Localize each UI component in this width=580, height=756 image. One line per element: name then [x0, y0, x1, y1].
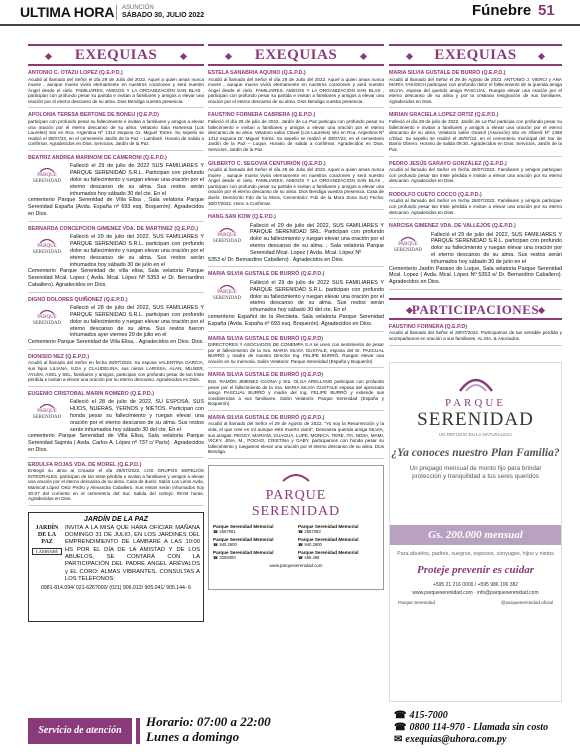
hours-line1: Horario: 07:00 a 22:00 — [146, 714, 271, 729]
logo-line2: SERENIDAD — [32, 250, 62, 256]
notice-divider — [389, 289, 562, 290]
notice-body: Acudió al llamado del Señor el día 29 de Julio del 2022. Aquel a quien amas nunca muere , aunque muera vivirá eternamente en nuestros corazones y será nuestro Ángel desde el cielo. FAMILIARES, AMIGOS Y LA ORGANIZACIÓN SAN BLAS , participan con profundo pesar su partida e invitan a familiares y amigos a elevar una oración por el eterno descanso de su alma. Dios Bendiga vuestra presencia. Casa de duelo: Demócrito Fdo de la Mora, Cementerio: Fdo de la Mora Zona Sur) Fecha: 30/07/2022. Hora: a Confirmar. — [208, 167, 384, 206]
notice-title: MARIA SILVIA GUSTALE DE BURRÓ (Q.E.P.D.) — [208, 414, 325, 421]
header-date: SÁBADO 30, JULIO 2022 — [122, 12, 205, 19]
notice-body: ING. RAMÓN JIMENEZ GAONA y Sra. OLGA ARELLANO participan con profundo pesar por el fallecimiento de la Sra. MARIA SILVIA GUSTALE esposa del apreciado amigo PASCUAL BURRÓ y madre del Ing. FELIPE BURRÓ y extiende sus condolencias a sus familiares. Salón Velatorio: Parque Serenidad (España y Boquerón) — [208, 378, 384, 407]
notice-title: ERDULFA ROJAS VDA. DE MOREL (Q.E.P.D.) — [28, 461, 142, 468]
parque-serenidad-logo — [390, 375, 561, 437]
notice-title: BERNARDA CONCEPCION GIMENEZ VDA. DE MARTINEZ (Q.E.P.D.) — [28, 225, 199, 232]
logo-line2: SERENIDAD — [212, 238, 242, 244]
notice-divider — [28, 349, 204, 350]
logo-line1: PARQUE — [217, 289, 237, 295]
parque-serenidad-logo — [389, 232, 427, 253]
notice-title: ANTONIO C. OTAZU LOPEZ (Q.E.P.D.) — [28, 70, 123, 76]
notice-body: Acudió al llamado del Señor el día 29 de Julio del 2022. Aquel a quien amas nunca muere , aunque muera vivirá eternamente en nuestros corazones y será nuestro Ángel desde el cielo. FAMILIARES, AMIGOS Y LA ORGANIZACIÓN SAN BLAS , participan con profundo pesar su partida e invitan a familiares y amigos a elevar una oración por el eterno descanso de su alma. Dios Bendiga vuestra presencia. — [28, 76, 204, 104]
notice-body-tail: cementerio Español de la Recoleta. Sala velatoria Parque Serenidad España (Avda. España nº 693 esq. Boquerón). Agradecidos en Dios. — [208, 313, 384, 327]
notice-divider — [389, 345, 562, 346]
notice-body: participan con profundo pesar su fallecimiento e invitan a familiares y amigos a elevar una oración por el eterno descanso de su alma. Velatorio Sala Hortensia (Los Laureles) sito en Rca. Argentina Nº 1312 esquina Gr. Miguel Torres. Su sepelio se realizó el 30/07/22, en el cementerio Jardín de la Paz – Lambaré. Horario de salida a confirmar. Agradecidos en Dios. Servicios, Jardín de la Paz. — [28, 118, 204, 147]
location-phone: ☎ 486.468 — [298, 554, 320, 560]
location-entry — [298, 550, 379, 560]
notice-divider — [389, 156, 562, 157]
ps-description: Un prepago mensual de monto fijo para brindar protección y tranquilidad a tus seres queridos — [409, 465, 542, 480]
obituary-notice — [389, 324, 562, 346]
location-phone: ☎ 940.2600 — [213, 541, 237, 547]
logo-line1: PARQUE — [37, 173, 57, 179]
column-heading: EXEQUIAS — [208, 44, 384, 66]
column-heading: EXEQUIAS — [389, 44, 562, 66]
obituary-notice — [389, 161, 562, 188]
notice-body-tail: Cementerio Parque Serenidad de Villa Elisa, . Agradecidos en Dios. Dios. — [28, 339, 204, 346]
ps-brand-line2: SERENIDAD — [251, 503, 341, 519]
location-phone: ☎ 3255000 — [213, 554, 236, 560]
notice-title: MIRIAN GRACIELA LOPEZ ORTIZ (Q.E.P.D.) — [389, 112, 499, 119]
hours-line2: Lunes a domingo — [146, 729, 240, 744]
obituary-notice — [208, 70, 384, 108]
jardin-ad-phones: 0981-814.094/ 021-626?000/ (021) 906.012/ 905.041/ 905.144- 6 — [41, 585, 191, 592]
obituary-notice — [208, 372, 384, 410]
notice-title: MARIA SILVIA GUSTALE DE BURRÓ (Q.E.P.D) — [208, 335, 323, 342]
notice-title: DIONISIO NEZ (Q.E.P.D.) — [28, 353, 90, 360]
ps-question: ¿Ya conoces nuestro Plan Familia? — [391, 447, 560, 459]
location-name: Parque Serenidad Memorial — [298, 523, 359, 529]
obituary-notice — [389, 192, 562, 219]
obituary-notice — [208, 214, 384, 267]
parque-serenidad-logo — [28, 163, 66, 184]
notice-divider — [28, 386, 204, 387]
notice-body: Entregó su alma al Creador el día 29/07/2022. LOS GRUPOS SEPELIOS INTEGRALES, participan de tan triste pérdida e invitan a familiares y amigos a elevar una oración por el eterno descanso de su alma. Casa de duelo: Salón Los Lirios Avda. Mariscal López Ortiz Pedro y Alexandra Caballero. Sus restos serán inhumados hoy 30-07 del corriente en el cementerio del Sur. Salida del cortejo: 09:00 horas. Agradecidos en Dios. — [28, 468, 204, 502]
notice-body-tail: Cementerio Parque Serenidad de villa elisa, Sala velatoria Parque Serenidad Mcal. Lopez ( Avda. Mcal. López Nº 5353 e/ Dr. Bernardino Caballero). Agradecidos en Dios. — [28, 268, 204, 288]
service-contacts — [394, 710, 548, 746]
parque-serenidad-logo — [28, 234, 66, 255]
obituary-notice — [28, 391, 204, 458]
logo-line1: PARQUE — [217, 232, 237, 238]
jardin-ad-title: JARDÍN DE LA PAZ — [83, 515, 149, 523]
notice-title: MARIA SILVIA GUSTALE DE BURRÓ (Q.E.P.D) — [208, 372, 323, 379]
notice-title: GILBERTO C. SEGOVIA CENTURIÓN (Q.E.P.D.) — [208, 160, 326, 167]
notice-body: DIRECTORES Y ASOCIADOS DE CONEMPA S.A se unen con sentimiento de pesar por el fallecimiento de la Sra. MARIA SILVIA GUSTALE, esposa del Sr. PASCUAL BURRÓ y madre de nuestro Director Ing. FELIPE BURRÓ. Ruegan elevar una oración en su memoria. Salón Velatorio: Parque Serenidad (España y Boquerón) — [208, 342, 384, 364]
notice-divider — [208, 458, 384, 459]
parque-serenidad-logo — [28, 399, 66, 420]
notice-body-tail: Cementerio Jardín Paraiso de Luque, Sala velatoria Parque Serenidad Mcal. Lopez ( Avda. Mcal. López Nº 5353 e/ Dr. Bernardino Caballero). Agradecidos en Dios. — [389, 265, 562, 286]
location-name: Parque Serenidad Memorial — [298, 549, 359, 555]
notice-body: Acudió al llamado del Señor el 29 de Agosto de 2022. "Yo soy la Resurrección y la vida, el que cree en mí aunque esté muerto vivirá". Descansa querida amiga SILVIA, sus amigas: PEGGY, MARIAM, GUAGUA, LUPE, MONICA, TERE, ITA, NIDIA, MAMI, VICKY, JINA, M., POCHO, CRISTINA y GABY, participamos con honda pesar su fallecimiento y ruegamos elevar una oración por el eterno descanso de su alma. Dios Bendiga. — [208, 421, 384, 455]
page-header — [0, 0, 580, 26]
parque-serenidad-logo — [28, 305, 66, 326]
notice-divider — [28, 107, 204, 108]
participaciones-heading: PARTICIPACIONES — [389, 298, 562, 320]
notice-body: Acudió al llamado del Señor el 29 de Agosto de 2022. ANTONIO J. VIERCI y ANA MARÍA YAKISICH participan con profundo dolor el fallecimiento de la querida amiga SILVIA, esposa del querido amigo PASCUAL. Ruegan elevar una oración por el eterno descanso de su alma y por la cristiana resignación de sus familiares. Agradecidos en Dios. — [389, 76, 562, 104]
notice-divider — [208, 367, 384, 368]
notice-body: Acudió al llamado del Señor en fecha 28/07/2022. Su esposa VALENTINA GARCIA, sus hijos LILIANA, ILDA y CLAUDELINA, sus nietos LARISSA, ALAN, MILNER, AYLEN, AXEL y SEL, familiares y amigos, participan con profundo pesar de tan triste pérdida e invitan a elevar una oración por su eterno descanso. Agradecidos en Dios. — [28, 360, 204, 383]
footer-divider — [136, 718, 140, 744]
notice-body: Falleció el día 28 de julio de 2022. Jardín de La Paz participa con profundo pesar su fallecimiento e invitan a familiares y amigos a elevar una oración por el eterno descanso de su alma. Velatorio salón Clavel (Los Laureles) sito en Rca. Argentina Nº 1312 esquina Dr. Miguel Torres. Su sepelio se realizó el 30/07/22, en el cementerio Jardín de la Paz – Luque. Horario de salida a confirmar. Agradecidos en Dios. Servicios, Jardín de la Paz. — [208, 118, 384, 152]
logo-line1: PARQUE — [37, 409, 57, 415]
service-label: Servicio de atención — [28, 718, 132, 744]
notice-divider — [208, 331, 384, 332]
phone-icon: ☎ — [394, 710, 407, 721]
obituary-notice — [28, 297, 204, 350]
jardin-logo-text: JARDÍN DE LA PAZ — [35, 524, 59, 545]
leaf-icon — [456, 375, 496, 393]
phone-2: 0800 114-970 - Llamada sin costo — [409, 722, 549, 733]
page-number: 51 — [538, 2, 555, 19]
obituary-notice — [208, 271, 384, 331]
obituary-notice — [389, 112, 562, 156]
notice-divider — [208, 209, 384, 210]
notice-title: FAUSTINO FORNERA (Q.E.P.D) — [389, 323, 467, 330]
notice-body: Falleció el 28 de julio del 2022, SUS FAMILIARES Y PARQUE SERENIDAD S.R.L. participan con profundo dolor su fallecimiento y ruegan elevar una oración por el eterno descanso de su alma. Sus restos fueron inhumados ayer viernes 29 de julio en el — [70, 305, 204, 339]
notice-body: Falleció el 29 de julio de 2022 SUS FAMILIARES Y PARQUE SERENIDAD S.R.L. Participan con profundo dolor su fallecimiento y ruegan elevar una oración por el eterno descanso de su alma. Sus restos serán inhumados hoy sábado 30 del cte. En el — [70, 163, 204, 197]
ps-brand-line1: PARQUE — [265, 487, 327, 503]
masthead: ULTIMA HORA — [20, 4, 115, 20]
notice-divider — [28, 292, 204, 293]
location-entry — [213, 524, 294, 534]
email-icon: ✉ — [394, 734, 403, 745]
location-name: Parque Serenidad Memorial — [213, 523, 274, 529]
ps-cta: Proteje prevenir es cuidar — [416, 564, 534, 576]
logo-line2: SERENIDAD — [212, 295, 242, 301]
notice-title: MARIA SILVIA GUSTALE DE BURRÓ (Q.E.P.D.) — [389, 70, 506, 76]
header-city: ASUNCIÓN — [122, 5, 154, 11]
logo-line2: SERENIDAD — [32, 415, 62, 421]
notice-divider — [28, 221, 204, 222]
location-name: Parque Serenidad Memorial — [213, 549, 274, 555]
notice-body: Acudió al llamado del Señor en fecha 28/07/2022. Familiares y amigos participan con profundo pesar tan triste pérdida e invitan a elevar una oración por su eterno descanso. Agradecidos en Dios. — [389, 167, 562, 184]
notice-body: Acudió al llamado del Señor en fecha 28/07/2022. Familiares y amigos participan con profundo pesar tan triste pérdida e invitan a elevar una oración por su eterno descanso. Agradecidos en Dios. — [389, 198, 562, 215]
notice-title: NARCISA GIMENEZ VDA. DE VALLEJOS (Q.E.P.D.) — [389, 223, 516, 230]
ps-brand-line2: SERENIDAD — [417, 409, 534, 430]
notice-body-tail: cementerio Parque Serenidad de Villa Elisa, Sala velatoria Parque Serenidad Sajonia ( Avda. Carlos A. López nº 737 c/ París) . Agradecidos en Dios. — [28, 433, 204, 453]
parque-serenidad-logo — [208, 223, 246, 244]
obituary-notice — [28, 70, 204, 108]
ps-tagline: UN REFUGIO EN LA NATURALEZA — [439, 432, 512, 437]
notice-title: MARIA SILVIA GUSTALE DE BURRÓ (Q.E.P.D.) — [208, 271, 325, 278]
notice-body: Falleció el 28 de julio de 2022, SU ESPOSA, SUS HIJOS, NUERAS, YERNOS y NIETOS. Participan con honda pesar su fallecimiento y ruegan elevar una oración por el eterno descanso de su alma. Sus restos serán inhumados hoy sábado 30 del cte. En el — [70, 399, 204, 433]
parque-serenidad-plan-ad — [389, 362, 562, 702]
notice-body-tail: cementerio Parque Serenidad de Villa Elisa , Sala velatoria Parque Serenidad España (Avda. España nº 693 esq. Boquerón). Agradecidos en Dios. — [28, 197, 204, 218]
obituary-notice — [208, 112, 384, 156]
notice-body-tail: 5353 e/ Dr. Bernardino Caballero) . Agradecidos en Dios. — [208, 256, 345, 263]
obituary-notice — [28, 155, 204, 222]
logo-line2: SERENIDAD — [32, 321, 62, 327]
column-3 — [389, 44, 562, 702]
location-entry — [213, 550, 294, 560]
column-1 — [28, 44, 204, 702]
obituary-notice — [28, 462, 204, 506]
notice-divider — [208, 266, 384, 267]
ps-social — [398, 600, 553, 605]
service-footer-ad — [0, 704, 580, 756]
ps-website: www.parqueserenidad.com — [269, 562, 323, 568]
parque-serenidad-locations-ad — [208, 465, 384, 590]
notice-divider — [28, 150, 204, 151]
notice-divider — [28, 505, 204, 506]
obituary-notice — [389, 70, 562, 108]
service-hours — [146, 714, 271, 744]
location-entry — [213, 537, 294, 547]
notice-title: RODOLFO CUETO COCCO (Q.E.P.D.) — [389, 191, 482, 198]
notice-body: Falleció el 29 de julio del 2022, SUS FAMILIARES Y PARQUE SERENIDAD SRL. Participan con profundo dolor su fallecimiento y ruegan elevar una oración por el eterno descanso de su alma. , Sala velatoria Parque Serenidad Mcal. Lopez ( Avda. Mcal. López Nº — [250, 222, 384, 256]
notice-title: DIGNO DOLORES QUIÑONEZ (Q.E.P.D.) — [28, 296, 128, 303]
location-entry — [298, 524, 379, 534]
location-phone: ☎ 2557061 — [213, 528, 236, 534]
header-separator — [116, 5, 117, 20]
logo-line1: PARQUE — [398, 241, 418, 247]
obituary-notice — [208, 415, 384, 459]
obituary-notice — [208, 336, 384, 369]
notice-divider — [389, 107, 562, 108]
location-name: Parque Serenidad Memorial — [298, 536, 359, 542]
phone-icon: ☎ — [394, 722, 407, 733]
obituary-notice — [28, 354, 204, 387]
notice-title: HANG SAN KOW (Q.E.P.D.) — [208, 214, 276, 221]
jardin-de-la-paz-ad — [28, 512, 204, 622]
notice-body: Falleció el 29 de julio de 2022 SUS FAMILIARES Y PARQUE SERENIDAD S.R.L. participan con profundo dolor su fallecimiento y ruegan elevar una oración por el eterno descanso de su alma. Sus restos serán inhumados hoy sábado 30 del cte. En el — [250, 279, 384, 314]
notice-title: BEATRIZ ANDREA MARINONI DE CAMERONI (Q.E.P.D.) — [28, 154, 167, 161]
logo-line1: PARQUE — [37, 315, 57, 321]
notice-divider — [389, 187, 562, 188]
notice-body: Falleció el día 28 de julio de 2022. Jardín de La Paz participa con profundo pesar su fallecimiento e invitan a familiares y amigos a elevar una oración por el eterno descanso de su alma. Velatorio salón Girasol (Asunción) sito en Alberdi Nº 1366 c/Díaz. Su sepelio se realizó el 30/07/22, en el cementerio municipal del Sur de Barrio Obrero. Horario de salida 09:30. Agradecidos en Dios. Servicios, Jardín de la Paz. — [389, 118, 562, 152]
notice-body: Acudió al llamado del Señor el 28/07/2022. Participamos de tan sensible pérdida y acompañamos en oración a sus familiares. AL.MA. & Asociados. — [389, 330, 562, 342]
notice-title: PEDRO JESÚS GARAYO GONZÁLEZ (Q.E.P.D.) — [389, 160, 507, 167]
location-phone: ☎ 2557083 — [298, 528, 321, 534]
obituary-notice — [28, 226, 204, 293]
notice-body: Acudió al llamado del Señor el día 29 de Julio del 2022. Aquel a quien amas nunca muere , aunque muera vivirá eternamente en nuestros corazones y será nuestro Ángel desde el cielo. FAMILIARES, AMIGOS Y LA ORGANIZACIÓN SAN BLAS , participan con profundo pesar su partida e invitan a familiares y amigos a elevar una oración por el eterno descanso de su alma. Dios Bendiga vuestra presencia. — [208, 76, 384, 104]
notice-divider — [208, 156, 384, 157]
ps-contact-web: www.parqueserenidad.com · info@parqueserenidad.com — [412, 590, 539, 596]
notice-title: ESTELA SANABRIA AQUINO (Q.E.P.D.) — [208, 70, 306, 76]
leaf-icon — [281, 473, 311, 483]
facebook-handle: Parque Serenidad — [398, 600, 436, 605]
phone-1: 415-7000 — [409, 710, 448, 721]
notice-divider — [208, 107, 384, 108]
ps-price: Gs. 200.000 mensual — [390, 525, 561, 545]
jardin-ad-text: INVITA A LA MISA QUE HARA OFICIAR MAÑANA DOMINGO 31 DE JULIO, EN LOS JARDINES DEL EMPRENDIMIENTO DE LAMBARÉ A LAS 10:00 HS POR EL DÍA DE LA AMISTAD Y DE LOS ABUELOS, SE CONTARÁ CON LA PARTICIPACIÓN DEL PADRE ANGEL ARÉVALOS y EL CORO: ALMAS VIBRANTES. CONSULTAS A LOS TELÉFONOS: — [65, 524, 200, 582]
logo-line2: SERENIDAD — [393, 247, 423, 253]
notice-title: APOLONIA TERESA BERTONE DE BONEU (Q.E.P.D) — [28, 112, 159, 119]
ps-audience: Para abuelos, padres, suegros, esposos, cónyuges, hijos y nietos — [397, 551, 554, 557]
ps-brand-line1: PARQUE — [445, 397, 506, 409]
location-entry — [298, 537, 379, 547]
email: exequias@uhora.com.py — [405, 734, 507, 745]
logo-line1: PARQUE — [37, 244, 57, 250]
obituary-notice — [208, 161, 384, 211]
notice-divider — [28, 457, 204, 458]
column-2 — [208, 44, 384, 702]
notice-title: EUGENIO CRISTOBAL MARIN ROMERO (Q.E.P.D.) — [28, 390, 154, 397]
notice-body: Falleció el 29 de julio del 2022. SUS FAMILIARES Y PARQUE SERENIDAD S.R.L. participan con profundo dolor su fallecimiento y ruegan elevar una oración por el eterno descanso de su alma. Sus restos serán inhumados hoy sábado 30 de julio en el — [70, 234, 204, 268]
notice-divider — [208, 410, 384, 411]
jardin-logo — [32, 525, 62, 583]
location-name: Parque Serenidad Memorial — [213, 536, 274, 542]
obituary-notice — [28, 112, 204, 150]
parque-serenidad-logo — [208, 280, 246, 301]
column-heading: EXEQUIAS — [28, 44, 204, 66]
notice-body: Falleció el 29 de julio del 2022, SUS FAMILIARES Y PARQUE SERENIDAD S.R.L. participan con profundo dolor su fallecimiento y ruegan elevar una oración por el eterno descanso de su alma. Sus restos serán inhumados hoy sábado 30 de julio en el — [431, 231, 562, 265]
notice-divider — [389, 218, 562, 219]
section-title: Fúnebre — [472, 2, 532, 19]
instagram-handle: @parqueserenidad.oficial — [500, 600, 553, 605]
jardin-logo-sub: LAMBARÉ — [32, 548, 62, 555]
ps-contact-phones: +595 21 216 0000 / +595 986 106 382 — [432, 582, 519, 588]
location-phone: ☎ 940.2600 — [298, 541, 322, 547]
obituary-notice — [389, 223, 562, 290]
logo-line2: SERENIDAD — [32, 179, 62, 185]
parque-serenidad-logo — [213, 470, 379, 520]
notice-title: FAUSTINO FORNERA CABRERA (Q.E.P.D.) — [208, 112, 316, 119]
